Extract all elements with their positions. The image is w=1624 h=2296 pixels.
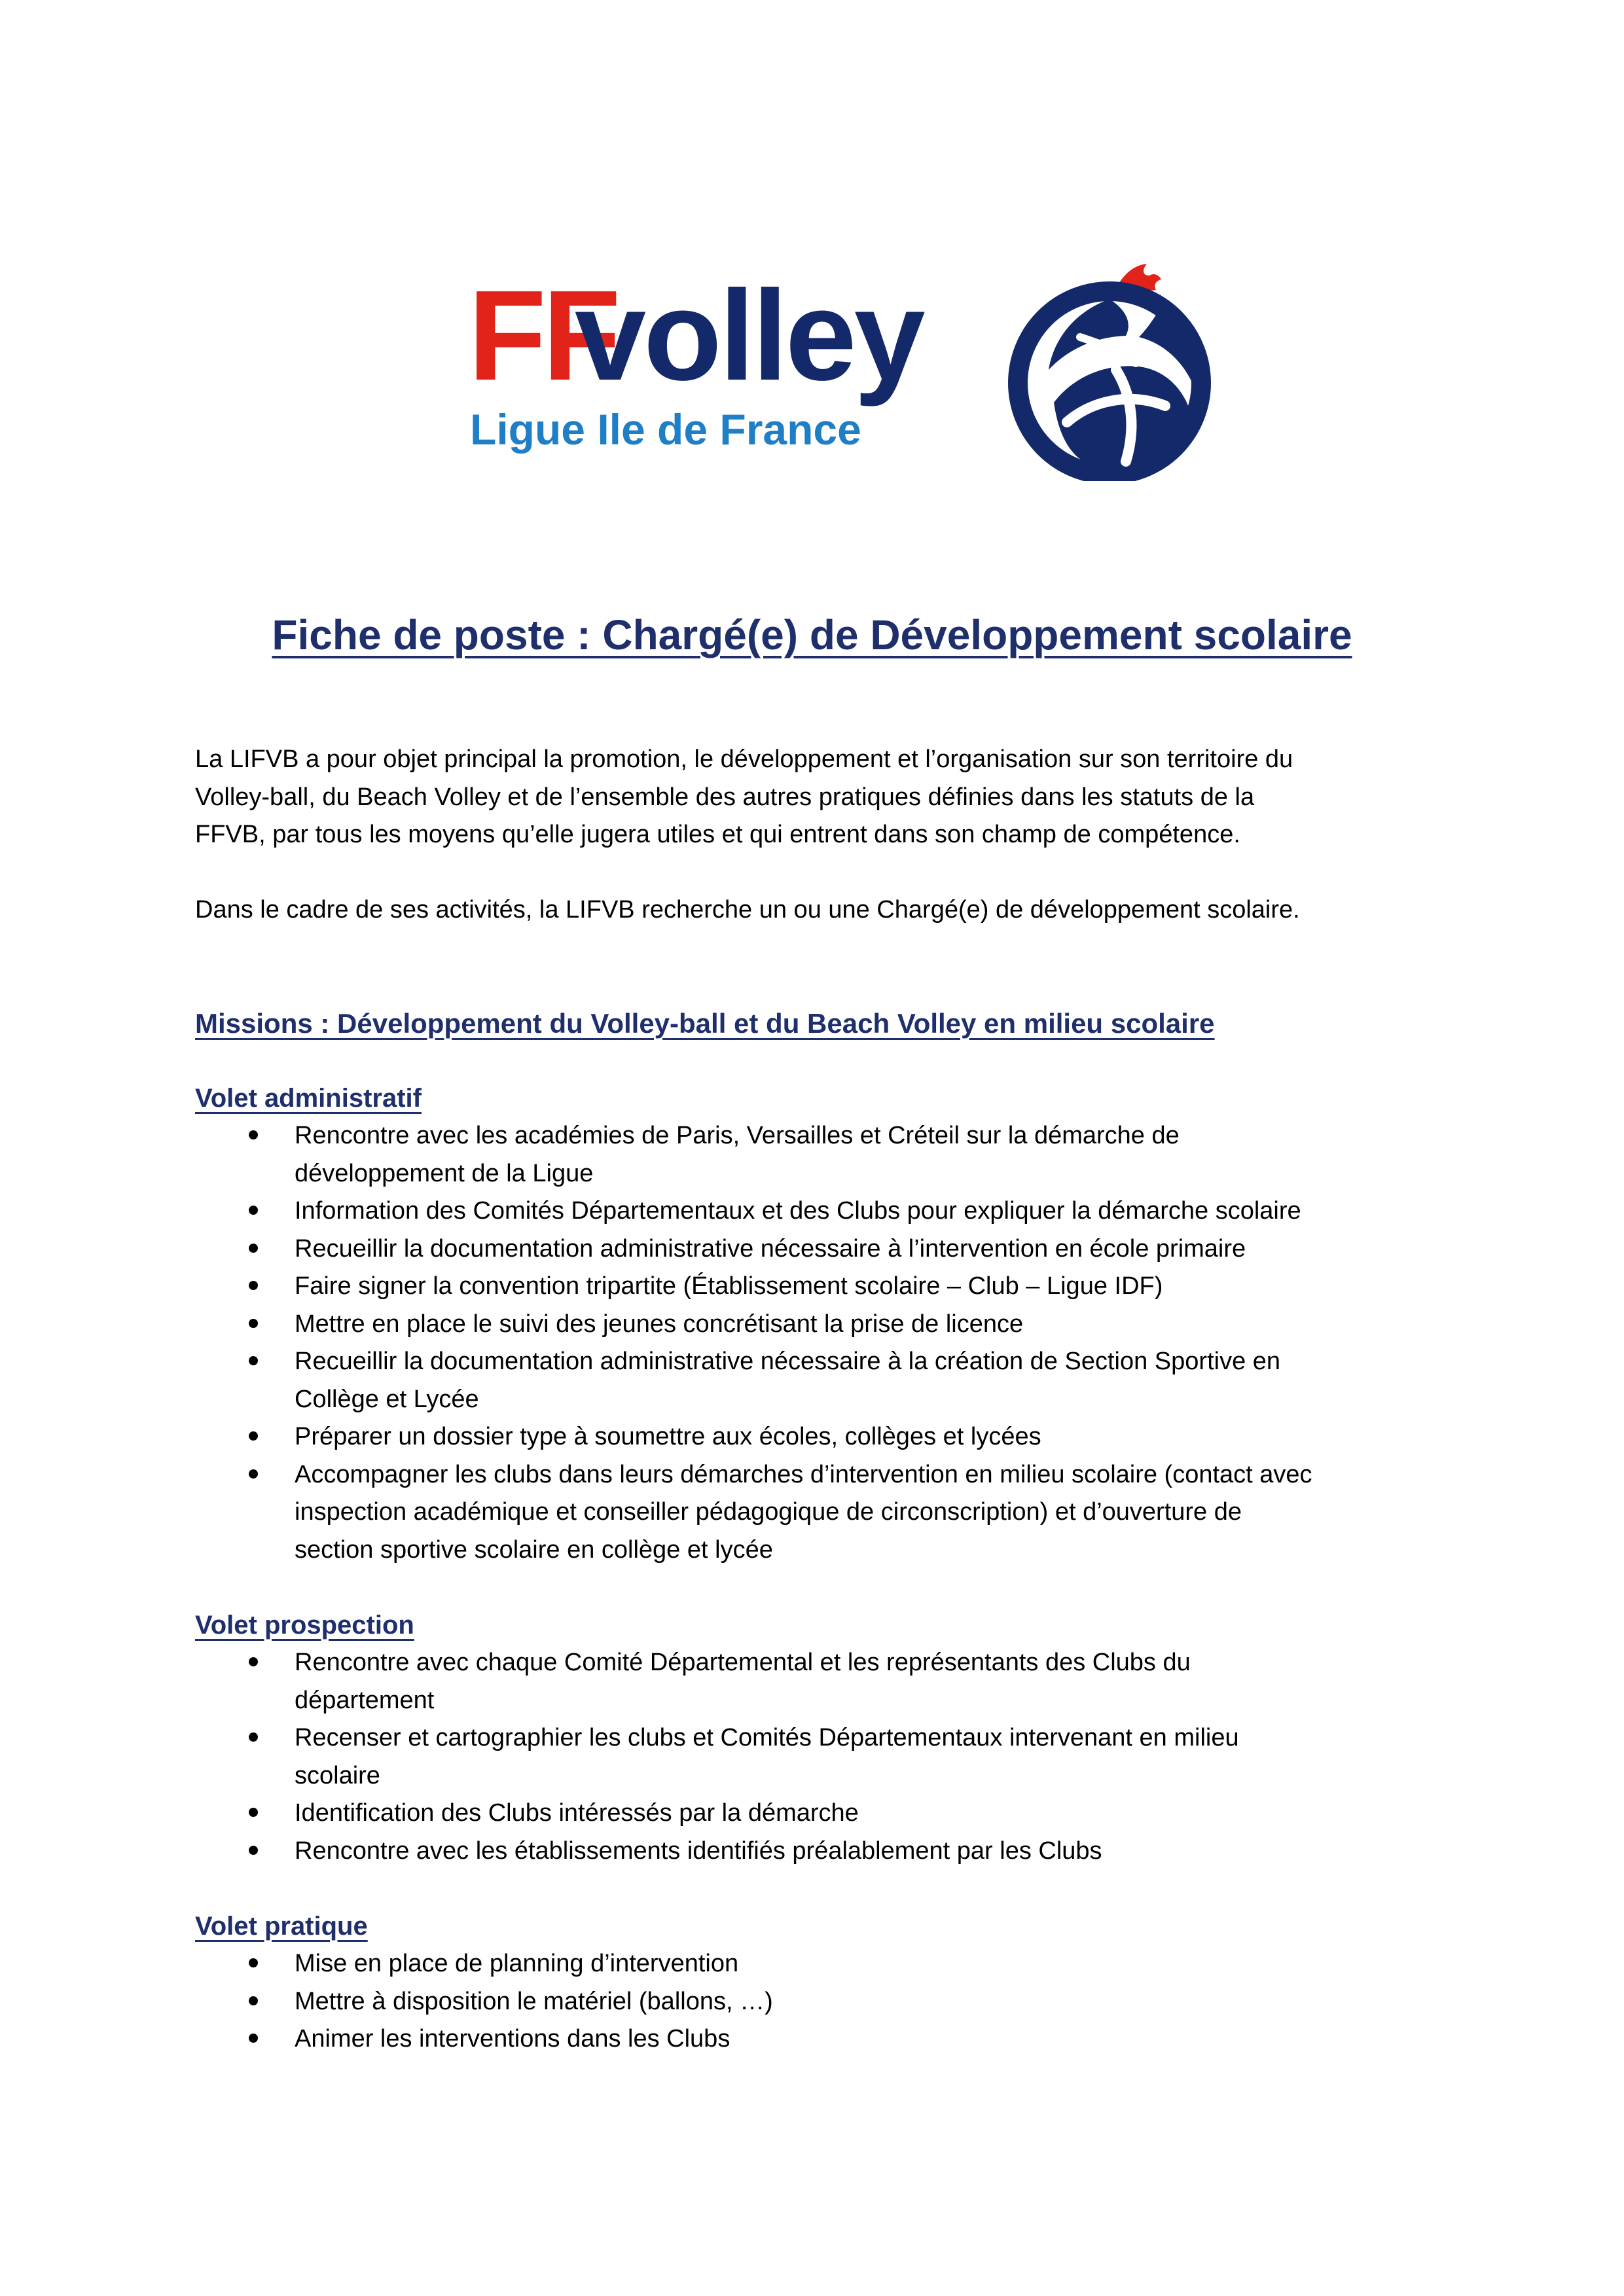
rooster-volleyball-emblem-icon [1001, 259, 1218, 481]
intro-paragraph: Dans le cadre de ses activités, la LIFVB recherche un ou une Chargé(e) de développement scolaire. [195, 896, 1300, 924]
missions-heading: Missions : Développement du Volley-ball et du Beach Volley en milieu scolaire [195, 1007, 1215, 1039]
bullet-icon [249, 1356, 258, 1365]
list-item: Préparer un dossier type à soumettre aux écoles, collèges et lycées [195, 1418, 1452, 1456]
list-item: Information des Comités Départementaux et des Clubs pour expliquer la démarche scolaire [195, 1193, 1452, 1230]
list-item: Accompagner les clubs dans leurs démarches d’intervention en milieu scolaire (contact avec inspection académique et conseiller pédagogique de circonscription) et d’ouverture de section sportive scolaire en collège et lycée [195, 1456, 1452, 1570]
logo-subtitle: Ligue Ile de France [470, 405, 861, 454]
volet-pratique-heading: Volet pratique [195, 1911, 368, 1941]
bullet-icon [249, 1319, 258, 1328]
volet-pratique-list [195, 1945, 1452, 2058]
intro-line: FFVB, par tous les moyens qu’elle jugera utiles et qui entrent dans son champ de compétence. [195, 821, 1240, 848]
list-item: Rencontre avec les académies de Paris, Versailles et Créteil sur la démarche de développement de la Ligue [195, 1117, 1452, 1193]
spacer [195, 1569, 1452, 1607]
list-item: Recenser et cartographier les clubs et Comités Départementaux intervenant en milieu scolaire [195, 1719, 1452, 1795]
bullet-icon [249, 1657, 258, 1666]
list-item: Rencontre avec les établissements identifiés préalablement par les Clubs [195, 1833, 1452, 1871]
bullet-icon [249, 1206, 258, 1215]
volet-administratif-heading: Volet administratif [195, 1083, 422, 1113]
bullet-icon [249, 1244, 258, 1253]
list-item: Identification des Clubs intéressés par la démarche [195, 1795, 1452, 1833]
bullet-icon [249, 1469, 258, 1479]
volet-prospection-heading: Volet prospection [195, 1610, 414, 1640]
ffvolley-logo [465, 259, 1218, 488]
bullet-icon [249, 1732, 258, 1742]
spacer [195, 854, 1452, 892]
list-item: Mise en place de planning d’intervention [195, 1945, 1452, 1983]
bullet-icon [249, 1130, 258, 1139]
spacer [195, 967, 1452, 1005]
list-item: Faire signer la convention tripartite (Établissement scolaire – Club – Ligue IDF) [195, 1268, 1452, 1306]
bullet-icon [249, 1958, 258, 1967]
bullet-icon [249, 1808, 258, 1817]
spacer [195, 1870, 1452, 1908]
list-item: Mettre à disposition le matériel (ballons, …) [195, 1983, 1452, 2021]
page-title: Fiche de poste : Chargé(e) de Développement scolaire [272, 611, 1352, 658]
list-item: Recueillir la documentation administrative nécessaire à l’intervention en école primaire [195, 1230, 1452, 1268]
list-item: Mettre en place le suivi des jeunes concrétisant la prise de licence [195, 1306, 1452, 1344]
bullet-icon [249, 1846, 258, 1855]
spacer [195, 929, 1452, 967]
bullet-icon [249, 2034, 258, 2043]
document-body [195, 741, 1452, 2058]
logo-ff-text: FF [468, 264, 617, 407]
intro-line: Volley-ball, du Beach Volley et de l’ensemble des autres pratiques définies dans les statuts de la [195, 783, 1255, 811]
bullet-icon [249, 1281, 258, 1290]
list-item: Animer les interventions dans les Clubs [195, 2020, 1452, 2058]
list-item: Recueillir la documentation administrative nécessaire à la création de Section Sportive en Collège et Lycée [195, 1343, 1452, 1418]
list-item: Rencontre avec chaque Comité Départemental et les représentants des Clubs du département [195, 1644, 1452, 1719]
volet-administratif-list [195, 1117, 1452, 1569]
volet-prospection-list [195, 1644, 1452, 1870]
spacer [195, 1042, 1452, 1080]
logo-volley-text: volley [575, 264, 923, 407]
bullet-icon [249, 1996, 258, 2005]
bullet-icon [249, 1431, 258, 1441]
intro-line: La LIFVB a pour objet principal la promotion, le développement et l’organisation sur son territoire du [195, 745, 1293, 773]
